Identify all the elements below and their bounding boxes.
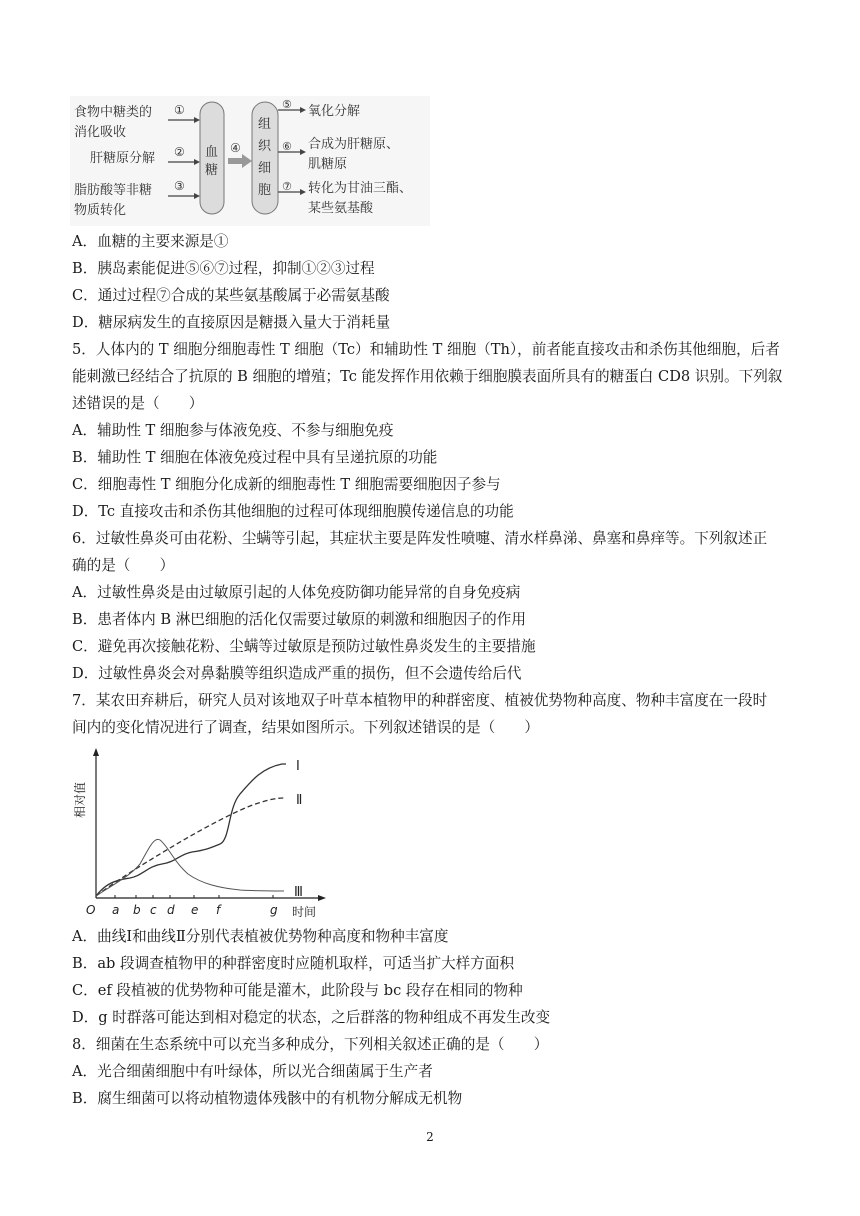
series-1-label: Ⅰ <box>296 759 300 774</box>
process-4-label: ④ <box>230 141 241 155</box>
outcome-3-line1: 转化为甘油三酯、 <box>308 181 413 196</box>
process-5-label: ⑤ <box>282 98 292 111</box>
tick-e: e <box>191 903 199 917</box>
q8-stem: 8．细菌在生态系统中可以充当多种成分，下列相关叙述正确的是（ ） <box>72 1036 549 1053</box>
tick-a: a <box>112 903 120 917</box>
q6-option-d: D．过敏性鼻炎会对鼻黏膜等组织造成严重的损伤，但不会遗传给后代 <box>72 665 522 682</box>
tissue-char-1: 组 <box>258 117 272 132</box>
y-axis-label: 相对值 <box>73 781 87 819</box>
series-2-label: Ⅱ <box>296 793 303 808</box>
q4-option-a: A．血糖的主要来源是① <box>72 233 229 250</box>
tissue-char-4: 胞 <box>258 183 272 198</box>
process-2-label: ② <box>174 145 185 159</box>
source-3-line2: 物质转化 <box>74 203 127 218</box>
q6-option-b: B．患者体内 B 淋巴细胞的活化仅需要过敏原的刺激和细胞因子的作用 <box>72 611 526 628</box>
process-6-label: ⑥ <box>282 140 292 153</box>
q5-option-b: B．辅助性 T 细胞在体液免疫过程中具有呈递抗原的功能 <box>72 449 438 466</box>
q8-option-b: B．腐生细菌可以将动植物遗体残骸中的有机物分解成无机物 <box>72 1090 463 1107</box>
series-3-label: Ⅲ <box>294 885 303 900</box>
process-1-label: ① <box>174 103 185 117</box>
q6-option-a: A．过敏性鼻炎是由过敏原引起的人体免疫防御功能异常的自身免疫病 <box>72 584 521 601</box>
q7-option-d: D．g 时群落可能达到相对稳定的状态，之后群落的物种组成不再发生改变 <box>72 1009 551 1026</box>
blood-label-1: 血 <box>205 145 219 160</box>
origin-label: O <box>86 903 96 917</box>
q5-option-c: C．细胞毒性 T 细胞分化成新的细胞毒性 T 细胞需要细胞因子参与 <box>72 476 501 493</box>
q6-stem-line1: 6．过敏性鼻炎可由花粉、尘螨等引起，其症状主要是阵发性喷嚏、清水样鼻涕、鼻塞和鼻痒等。下列叙述正 <box>72 530 768 547</box>
q5-stem-line3: 述错误的是（ ） <box>72 395 204 412</box>
q5-stem-line1: 5．人体内的 T 细胞分细胞毒性 T 细胞（Tc）和辅助性 T 细胞（Th），前者能直接攻击和杀伤其他细胞，后者 <box>72 341 780 358</box>
blood-glucose-diagram <box>70 96 430 226</box>
page-number: 2 <box>426 1130 434 1144</box>
process-7-label: ⑦ <box>282 180 292 193</box>
outcome-1-line1: 氧化分解 <box>308 104 361 119</box>
q5-stem-line2: 能刺激已经结合了抗原的 B 细胞的增殖；Tc 能发挥作用依赖于细胞膜表面所具有的糖蛋白 CD8 识别。下列叙 <box>72 368 783 385</box>
q7-option-c: C．ef 段植被的优势物种可能是灌木，此阶段与 bc 段存在相同的物种 <box>72 982 523 999</box>
source-2-line1: 肝糖原分解 <box>90 151 156 166</box>
outcome-2-line2: 肌糖原 <box>308 157 348 172</box>
q5-option-d: D．Tc 直接攻击和杀伤其他细胞的过程可体现细胞膜传递信息的功能 <box>72 503 514 520</box>
tissue-char-2: 织 <box>258 139 272 154</box>
q7-option-a: A．曲线Ⅰ和曲线Ⅱ分别代表植被优势物种高度和物种丰富度 <box>72 928 449 945</box>
q7-option-b: B．ab 段调查植物甲的种群密度时应随机取样，可适当扩大样方面积 <box>72 955 515 972</box>
tick-c: c <box>150 903 157 917</box>
tissue-char-3: 细 <box>258 161 272 176</box>
q4-option-c: C．通过过程⑦合成的某些氨基酸属于必需氨基酸 <box>72 287 390 304</box>
tick-b: b <box>133 903 141 917</box>
q6-option-c: C．避免再次接触花粉、尘螨等过敏原是预防过敏性鼻炎发生的主要措施 <box>72 638 536 655</box>
q5-option-a: A．辅助性 T 细胞参与体液免疫、不参与细胞免疫 <box>72 422 394 439</box>
tick-f: f <box>216 903 221 917</box>
process-3-label: ③ <box>174 179 185 193</box>
source-1-line2: 消化吸收 <box>74 125 127 140</box>
x-axis-label: 时间 <box>292 905 317 919</box>
outcome-3-line2: 某些氨基酸 <box>308 201 374 216</box>
tick-d: d <box>167 903 175 917</box>
succession-chart <box>70 748 332 920</box>
q8-option-a: A．光合细菌细胞中有叶绿体，所以光合细菌属于生产者 <box>72 1063 433 1080</box>
q7-stem-line1: 7．某农田弃耕后，研究人员对该地双子叶草本植物甲的种群密度、植被优势物种高度、物种丰富度在一段时 <box>72 692 768 709</box>
blood-label-2: 糖 <box>205 163 219 178</box>
source-1-line1: 食物中糖类的 <box>74 105 153 120</box>
q4-option-d: D．糖尿病发生的直接原因是糖摄入量大于消耗量 <box>72 314 391 331</box>
source-3-line1: 脂肪酸等非糖 <box>74 183 153 198</box>
q7-stem-line2: 间内的变化情况进行了调查，结果如图所示。下列叙述错误的是（ ） <box>72 719 540 736</box>
outcome-2-line1: 合成为肝糖原、 <box>308 137 400 152</box>
q4-option-b: B．胰岛素能促进⑤⑥⑦过程，抑制①②③过程 <box>72 260 375 277</box>
tick-g: g <box>270 903 278 917</box>
q6-stem-line2: 确的是（ ） <box>72 557 175 574</box>
